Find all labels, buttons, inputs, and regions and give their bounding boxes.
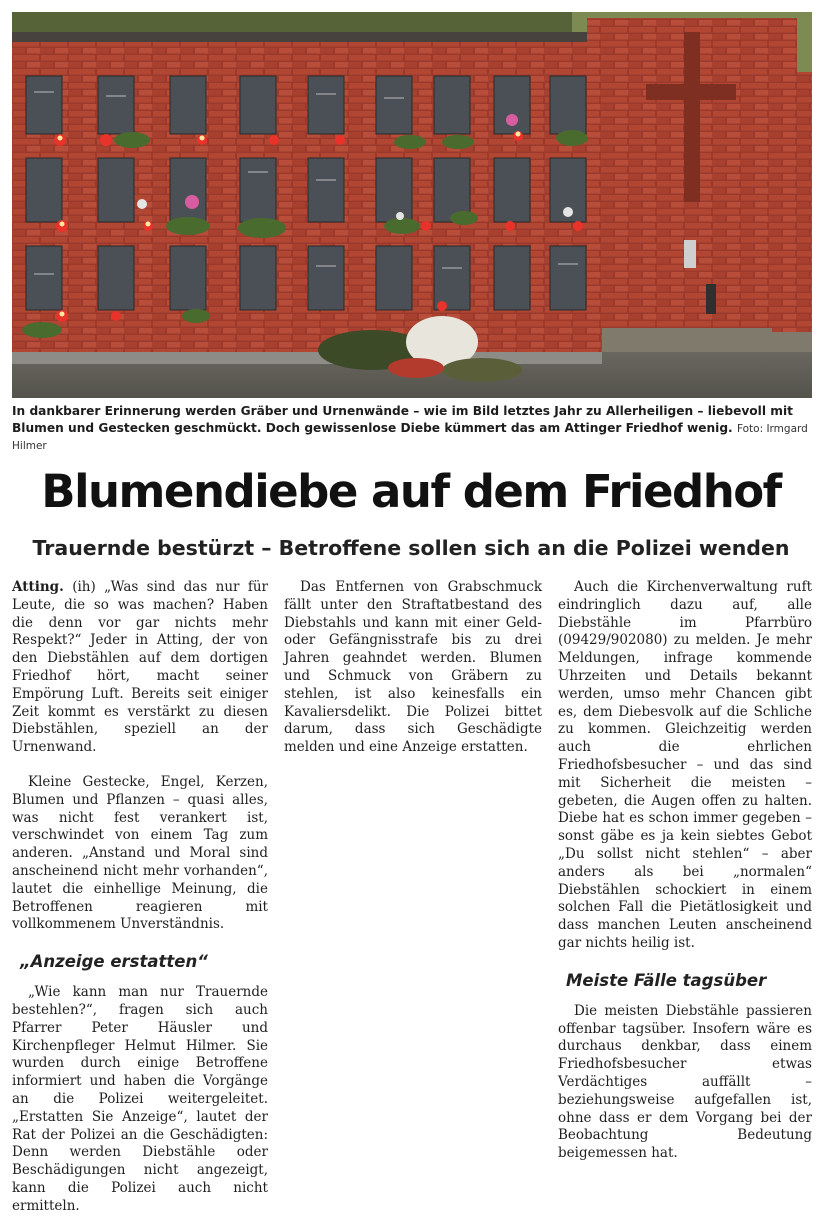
paragraph-4: Das Entfernen von Grabschmuck fällt unter den Straftatbestand des Diebstahls und kann mit einer Geld- oder Gefängnisstrafe bis zu drei Jahren geahndet werden. Blumen und Schmuck von Gräbern zu stehlen, ist also keinesfalls ein Kavaliersdelikt. Die Polizei bittet darum, dass sich Geschädigte melden und eine Anzeige erstatten. [284, 579, 542, 756]
paragraph-6: Die meisten Diebstähle passieren offenbar tagsüber. Insofern wäre es durchaus denkbar, dass einem Friedhofsbesucher etwas Verdächtiges auffällt – beziehungsweise aufgefallen ist, ohne dass er dem Vorgang bei der Beobachtung Bedeutung beigemessen hat. [558, 1002, 812, 1162]
paragraph-5: Auch die Kirchenverwaltung ruft eindringlich dazu auf, alle Diebstähle im Pfarrbüro (09429/902080) zu melden. Je mehr Meldungen, infrage kommende Uhrzeiten und Details bekannt werden, umso mehr Chancen gibt es, dem Diebesvolk auf die Schliche zu kommen. Gleichzeitig werden auch die ehrlichen Friedhofsbesucher – und das sind mit Sicherheit die meisten – gebeten, die Augen offen zu halten. Diebe hat es schon immer gegeben – sonst gäbe es ja kein siebtes Gebot „Du sollst nicht stehlen“ – aber anders als bei „normalen“ Diebstählen schockiert in einem solchen Fall die Pietätlosigkeit und dass manchen Leuten anscheinend gar nichts heilig ist. [558, 579, 812, 951]
photo-credit: Foto: Irmgard Hilmer [12, 422, 808, 452]
paragraph-2: Kleine Gestecke, Engel, Kerzen, Blumen und Pflanzen – quasi alles, was nicht fest verankert ist, verschwindet von einem Tag zum anderen. „Anstand und Moral sind anscheinend nicht mehr vorhanden“, lautet die einhellige Meinung, die Betroffenen reagieren mit vollkommenem Unverständnis. [12, 773, 268, 933]
article-column-1 [12, 579, 268, 1216]
paragraph-3: „Wie kann man nur Trauernde bestehlen?“, fragen sich auch Pfarrer Peter Häusler und Kirchenpfleger Helmut Hilmer. Sie wurden durch einige Betroffene informiert und haben die Vorgänge an die Polizei weitergeleitet. „Erstatten Sie Anzeige“, lautet der Rat der Polizei an die Geschädigten: Denn werden Diebstähle oder Beschädigungen nicht angezeigt, kann die Polizei auch nicht ermitteln. [12, 984, 268, 1214]
section-heading-anzeige: „Anzeige erstatten“ [20, 952, 208, 972]
caption-text: In dankbarer Erinnerung werden Gräber und Urnenwände – wie im Bild letztes Jahr zu Allerheiligen – liebevoll mit Blumen und Gestecken geschmückt. Doch gewissenlose Diebe kümmert das am Attinger Friedhof wenig. [12, 404, 793, 435]
article-column-3 [558, 579, 812, 1163]
article-column-2 [284, 579, 542, 757]
article-headline: Blumendiebe auf dem Friedhof [41, 465, 781, 518]
photo-caption [12, 403, 812, 455]
section-heading-tagsueber: Meiste Fälle tagsüber [566, 970, 767, 990]
paragraph-1 [12, 579, 268, 757]
cemetery-urn-wall-photo [12, 12, 812, 398]
article-subheadline: Trauernde bestürzt – Betroffene sollen sich an die Polizei wenden [32, 536, 790, 560]
dateline: Atting. [12, 579, 64, 595]
paragraph-1-text: (ih) „Was sind das nur für Leute, die so was machen? Haben die denn vor gar nichts mehr Respekt?“ Jeder in Atting, der von den Diebstählen auf dem dortigen Friedhof hört, macht seiner Empörung Luft. Bereits seit einiger Zeit kommt es verstärkt zu diesen Diebstählen, speziell an der Urnenwand. [12, 579, 268, 756]
